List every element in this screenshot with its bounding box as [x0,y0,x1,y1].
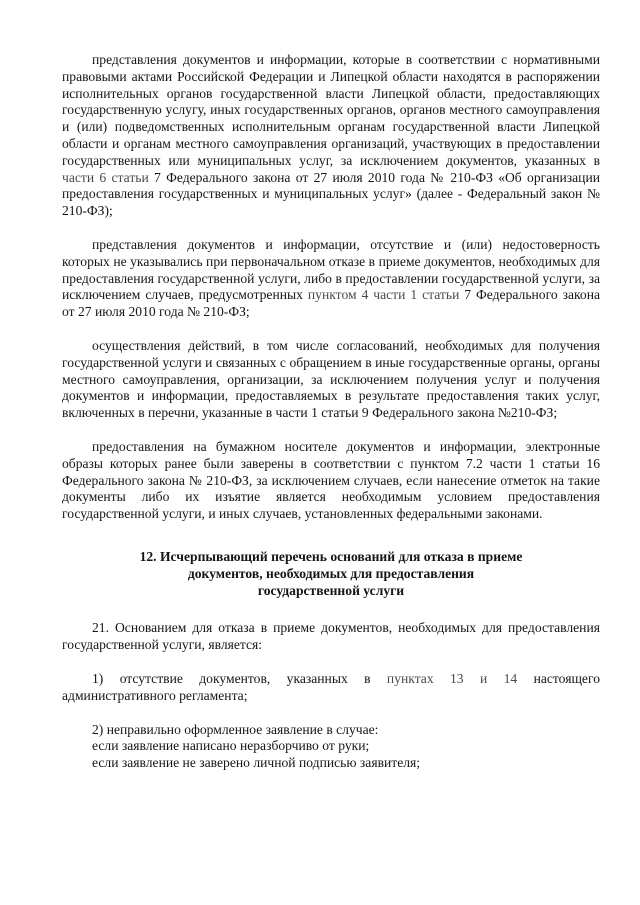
paragraph-text: 7 Федерального закона от 27 июля 2010 года № 210-ФЗ «Об организации предоставления государственных и муниципальных услуг» (далее - Федеральный закон № 210-ФЗ); [62,169,600,219]
list-item-2-case-2: если заявление не заверено личной подписью заявителя; [92,755,421,771]
heading-line: документов, необходимых для предоставления [187,565,475,581]
list-item-1 [62,671,600,705]
paragraph-actions: осуществления действий, в том числе согласований, необходимых для получения государственной услуги и связанных с обращением в иные государственные органы, органы местного самоуправления, организации, за исключением получения услуг и получения документов и информации, предоставляемых в результате предоставления таких услуг, включенных в перечни, указанные в части 1 статьи 9 Федерального закона №210-ФЗ; [62,337,600,421]
section-heading [62,549,600,599]
paragraph-text: представления документов и информации, которые в соответствии с нормативными правовыми актами Российской Федерации и Липецкой области находятся в распоряжении исполнительных органов государственной власти Липецкой области, предоставляющих государственную услугу, иных государственных органов, органов местного самоуправления и (или) подведомственных исполнительным органам государственной власти Липецкой области и органам местного самоуправления организаций, участвующих в предоставлении государственных или муниципальных услуг, за исключением документов, указанных в [62,52,600,168]
paragraph-text: 7 Федерального закона от 27 июля 2010 года № 210-ФЗ; [62,287,601,320]
list-item-2: 2) неправильно оформленное заявление в случае: [92,721,379,737]
paragraph-missing-documents [62,237,600,321]
paragraph-text: представления документов и информации, отсутствие и (или) недостоверность которых не указывались при первоначальном отказе в приеме документов, необходимых для предоставления государственной услуги, либо в предоставлении государственной услуги, за исключением случаев, предусмотренных [62,236,600,303]
heading-line: государственной услуги [257,582,405,598]
list-item-2-case-1: если заявление написано неразборчиво от руки; [92,738,370,754]
points-reference-link[interactable]: пунктах 13 и 14 [386,670,518,686]
list-item-text: настоящего административного регламента; [62,670,601,703]
paragraph-documents-in-possession [62,52,600,220]
law-reference-link[interactable]: пунктом 4 части 1 статьи [307,287,460,303]
heading-line: 12. Исчерпывающий перечень оснований для отказа в приеме [139,548,523,564]
paragraph-21: 21. Основанием для отказа в приеме документов, необходимых для предоставления государственной услуги, является: [62,620,600,653]
paragraph-paper-documents: предоставления на бумажном носителе документов и информации, электронные образы которых ранее были заверены в соответствии с пунктом 7.2 части 1 статьи 16 Федерального закона № 210-ФЗ, за исключением случаев, если нанесение отметок на такие документы либо их изъятие является необходимым условием предоставления государственной услуги, и иных случаев, установленных федеральными законами. [62,438,600,522]
list-item-text: 1) отсутствие документов, указанных в [92,670,387,686]
law-reference-link[interactable]: части 6 статьи [62,169,149,185]
